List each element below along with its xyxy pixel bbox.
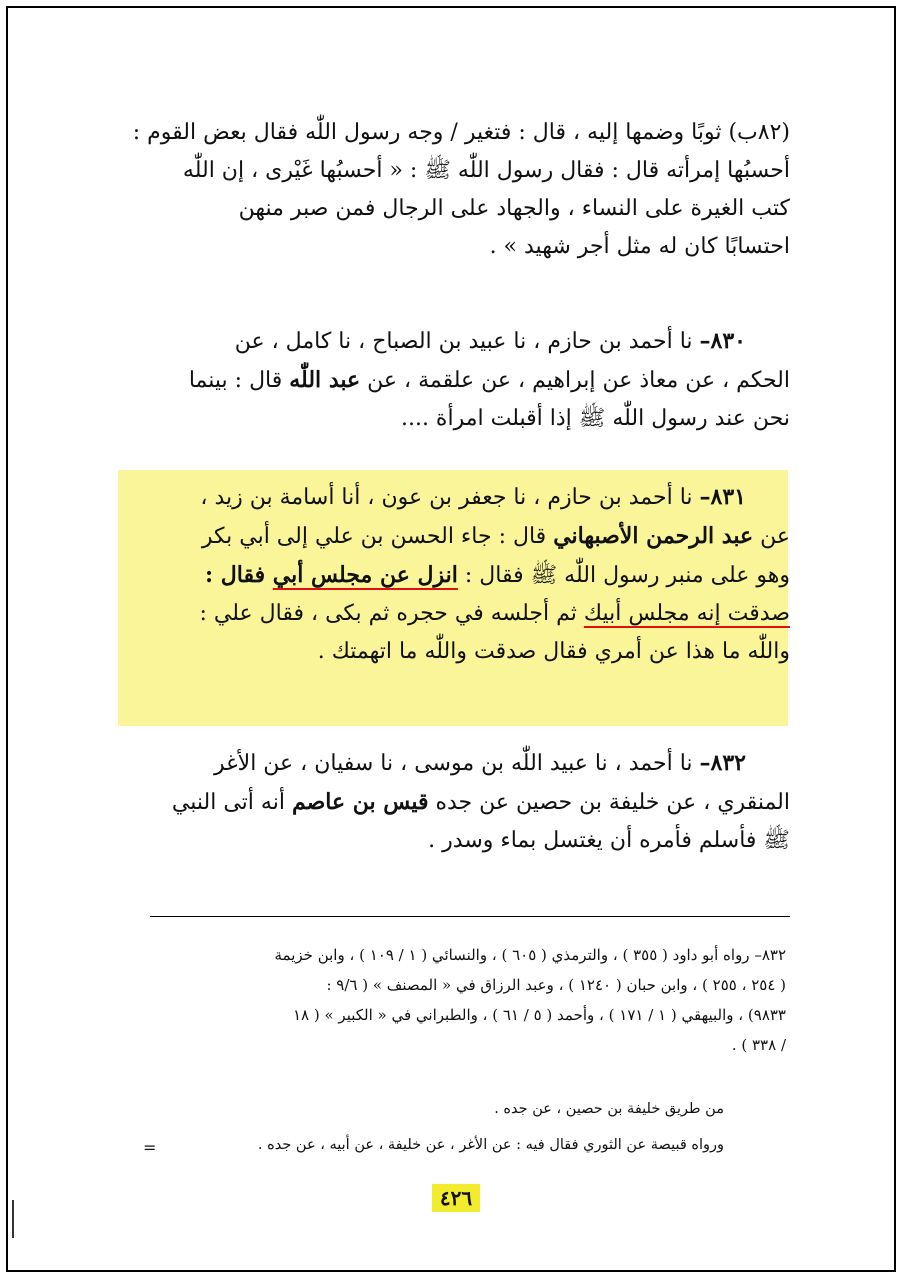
paragraph-829-continuation <box>118 114 790 266</box>
hadith-number: ٨٣٢– <box>699 750 746 776</box>
line: نا أحمد بن حازم ، نا جعفر بن عون ، أنا أسامة بن زيد ، <box>200 485 700 510</box>
footnote-line: ٩٨٣٣) ، والبيهقي ( ١ / ١٧١ ) ، وأحمد ( ٥ / ٦١ ) ، والطبراني في « الكبير » ( ١٨ <box>292 1006 786 1024</box>
line: وهو على منبر رسول اللّٰه ﷺ فقال : <box>457 563 790 588</box>
line: نحن عند رسول اللّٰه ﷺ إذا أقبلت امرأة .... <box>400 406 790 431</box>
footnote-divider <box>150 916 790 917</box>
underlined-phrase: صدقت إنه مجلس أبيك <box>583 601 790 626</box>
footnote-note-1: من طريق خليفة بن حصين ، عن جده . <box>494 1101 724 1117</box>
line: أحسبُها إمرأته قال : فقال رسول اللّٰه ﷺ : « أحسبُها غَيْرى ، إن اللّٰه <box>182 158 790 183</box>
hadith-number: ٨٣٠– <box>699 328 746 354</box>
hadith-number: ٨٣١– <box>699 484 746 510</box>
line: الحكم ، عن معاذ عن إبراهيم ، عن علقمة ، عن <box>360 368 790 393</box>
line: نا أحمد بن حازم ، نا عبيد بن الصباح ، نا كامل ، عن <box>234 329 700 354</box>
footnote-line: ٨٣٢– رواه أبو داود ( ٣٥٥ ) ، والترمذي ( ٦٠٥ ) ، والنسائي ( ١ / ١٠٩ ) ، وابن خزيمة <box>274 946 786 964</box>
line: احتسابًا كان له مثل أجر شهيد » . <box>489 234 790 259</box>
continuation-mark: = <box>143 1138 157 1157</box>
line: المنقري ، عن خليفة بن حصين عن جده <box>428 790 790 815</box>
line: واللّٰه ما هذا عن أمري فقال صدقت واللّٰه ما اتهمتك . <box>317 639 790 664</box>
footnote-line: ( ٢٥٤ ، ٢٥٥ ) ، وابن حبان ( ١٢٤٠ ) ، وعبد الرزاق في « المصنف » ( ٩/٦ : <box>326 976 786 994</box>
footnote-note-2: ورواه قبيصة عن الثوري فقال فيه : عن الأغر ، عن خليفة ، عن أبيه ، عن جده . <box>257 1137 724 1153</box>
scan-edge-mark <box>12 1200 14 1238</box>
underlined-phrase: انزل عن مجلس أبي <box>272 562 458 588</box>
margin-reference: (٨٢ب) <box>728 120 790 145</box>
hadith-830 <box>118 322 790 438</box>
line: أنه أتى النبي <box>171 790 292 815</box>
line: قال : بينما <box>188 368 290 393</box>
line: عن <box>753 524 790 549</box>
line: فقال : <box>205 562 273 588</box>
narrator-name: عبد اللّٰه <box>289 367 361 393</box>
line: نا أحمد ، نا عبيد اللّٰه بن موسى ، نا سفيان ، عن الأغر <box>214 751 700 776</box>
line: ثم أجلسه في حجره ثم بكى ، فقال علي : <box>199 601 584 626</box>
hadith-832 <box>118 744 790 860</box>
hadith-831 <box>118 478 790 671</box>
footnote-line: / ٣٣٨ ) . <box>731 1036 786 1054</box>
line: قال : جاء الحسن بن علي إلى أبي بكر <box>201 524 554 549</box>
line: ﷺ فأسلم فأمره أن يغتسل بماء وسدر . <box>428 828 790 853</box>
page-number: ٤٢٦ <box>432 1184 480 1212</box>
line: ثوبًا وضمها إليه ، قال : فتغير / وجه رسول اللّٰه فقال بعض القوم : <box>132 120 729 145</box>
line: كتب الغيرة على النساء ، والجهاد على الرجال فمن صبر منهن <box>238 196 790 221</box>
narrator-name: قيس بن عاصم <box>291 789 429 815</box>
footnote-832 <box>130 940 786 1060</box>
narrator-name: عبد الرحمن الأصبهاني <box>553 523 754 549</box>
